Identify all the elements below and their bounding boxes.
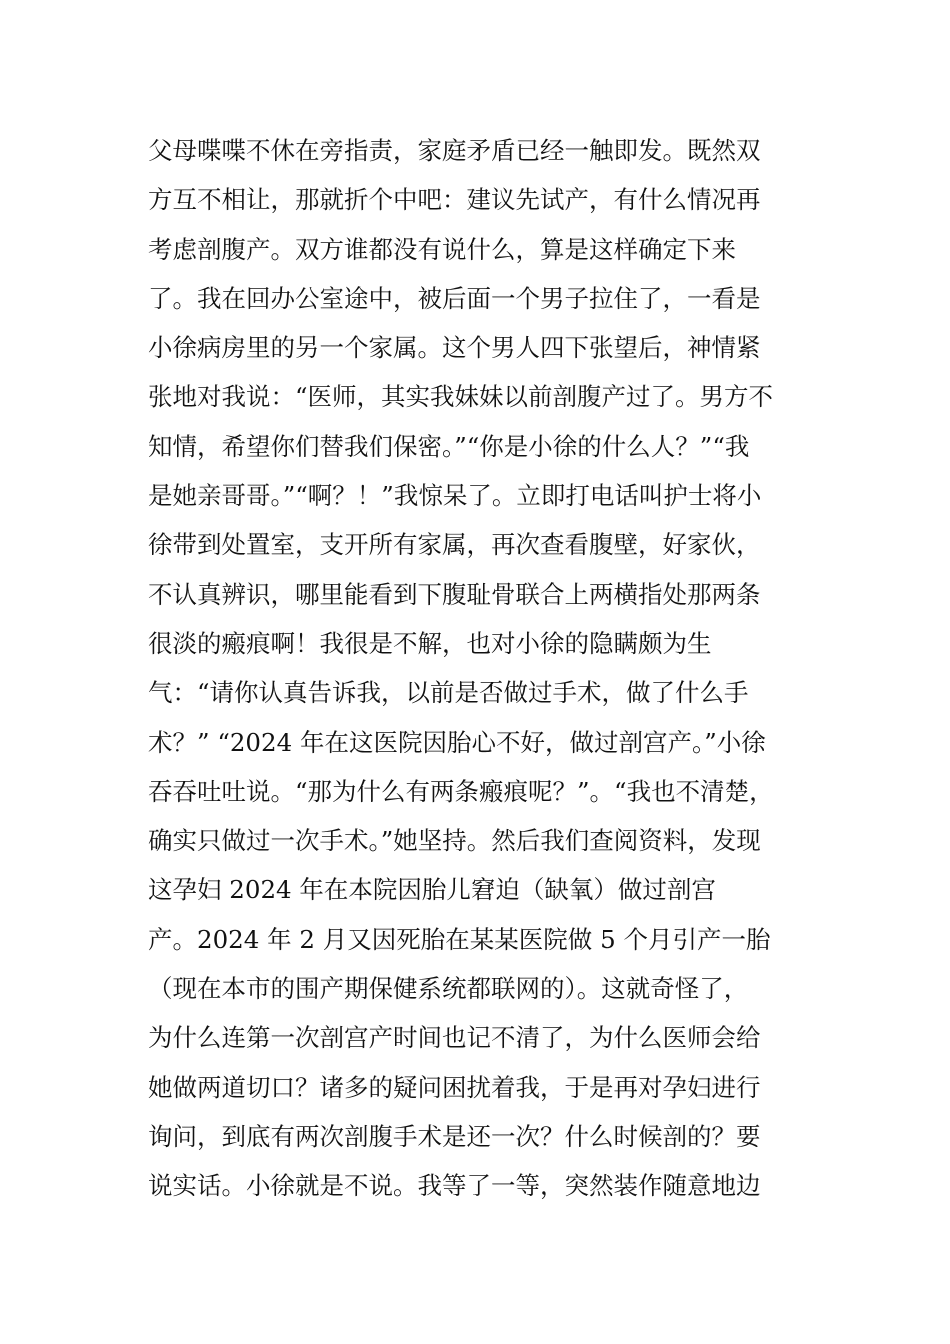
text-line: 考虑剖腹产。双方谁都没有说什么，算是这样确定下来	[148, 234, 736, 264]
text-line: 产。2024 年 2 月又因死胎在某某医院做 5 个月引产一胎	[148, 924, 771, 954]
text-line: 了。我在回办公室途中，被后面一个男子拉住了，一看是	[148, 283, 761, 313]
text-line: 这孕妇 2024 年在本院因胎儿窘迫（缺氧）做过剖宫	[148, 875, 716, 905]
text-line: 父母喋喋不休在旁指责，家庭矛盾已经一触即发。既然双	[148, 136, 761, 165]
text-line: 询问，到底有两次剖腹手术是还一次？什么时候剖的？要	[148, 1121, 761, 1151]
text-line: 不认真辨识，哪里能看到下腹耻骨联合上两横指处那两条	[148, 579, 761, 609]
text-line: 小徐病房里的另一个家属。这个男人四下张望后，神情紧	[148, 333, 761, 363]
text-line: 吞吞吐吐说。“那为什么有两条瘢痕呢？”。“我也不清楚，	[148, 776, 774, 806]
text-line: 是她亲哥哥。”“啊？！”我惊呆了。立即打电话叫护士将小	[148, 481, 762, 511]
body-text	[148, 126, 808, 1211]
text-line: 徐带到处置室，支开所有家属，再次查看腹壁，好家伙，	[148, 530, 761, 560]
text-line: 为什么连第一次剖宫产时间也记不清了，为什么医师会给	[148, 1023, 761, 1053]
text-line: 方互不相让，那就折个中吧：建议先试产，有什么情况再	[148, 185, 761, 215]
text-line: （现在本市的围产期保健系统都联网的）。这就奇怪了，	[148, 974, 749, 1004]
text-line: 张地对我说：“医师，其实我妹妹以前剖腹产过了。男方不	[148, 382, 774, 412]
text-line: 气：“请你认真告诉我，以前是否做过手术，做了什么手	[148, 678, 749, 708]
text-line: 知情，希望你们替我们保密。”“你是小徐的什么人？”“我	[148, 431, 750, 461]
text-line: 确实只做过一次手术。”她坚持。然后我们查阅资料，发现	[148, 826, 761, 856]
text-line: 很淡的瘢痕啊！我很是不解，也对小徐的隐瞒颇为生	[148, 628, 712, 658]
text-line: 术？” “2024 年在这医院因胎心不好，做过剖宫产。”小徐	[148, 727, 766, 757]
text-line: 说实话。小徐就是不说。我等了一等，突然装作随意地边	[148, 1171, 761, 1201]
text-line: 她做两道切口？诸多的疑问困扰着我，于是再对孕妇进行	[148, 1072, 761, 1102]
